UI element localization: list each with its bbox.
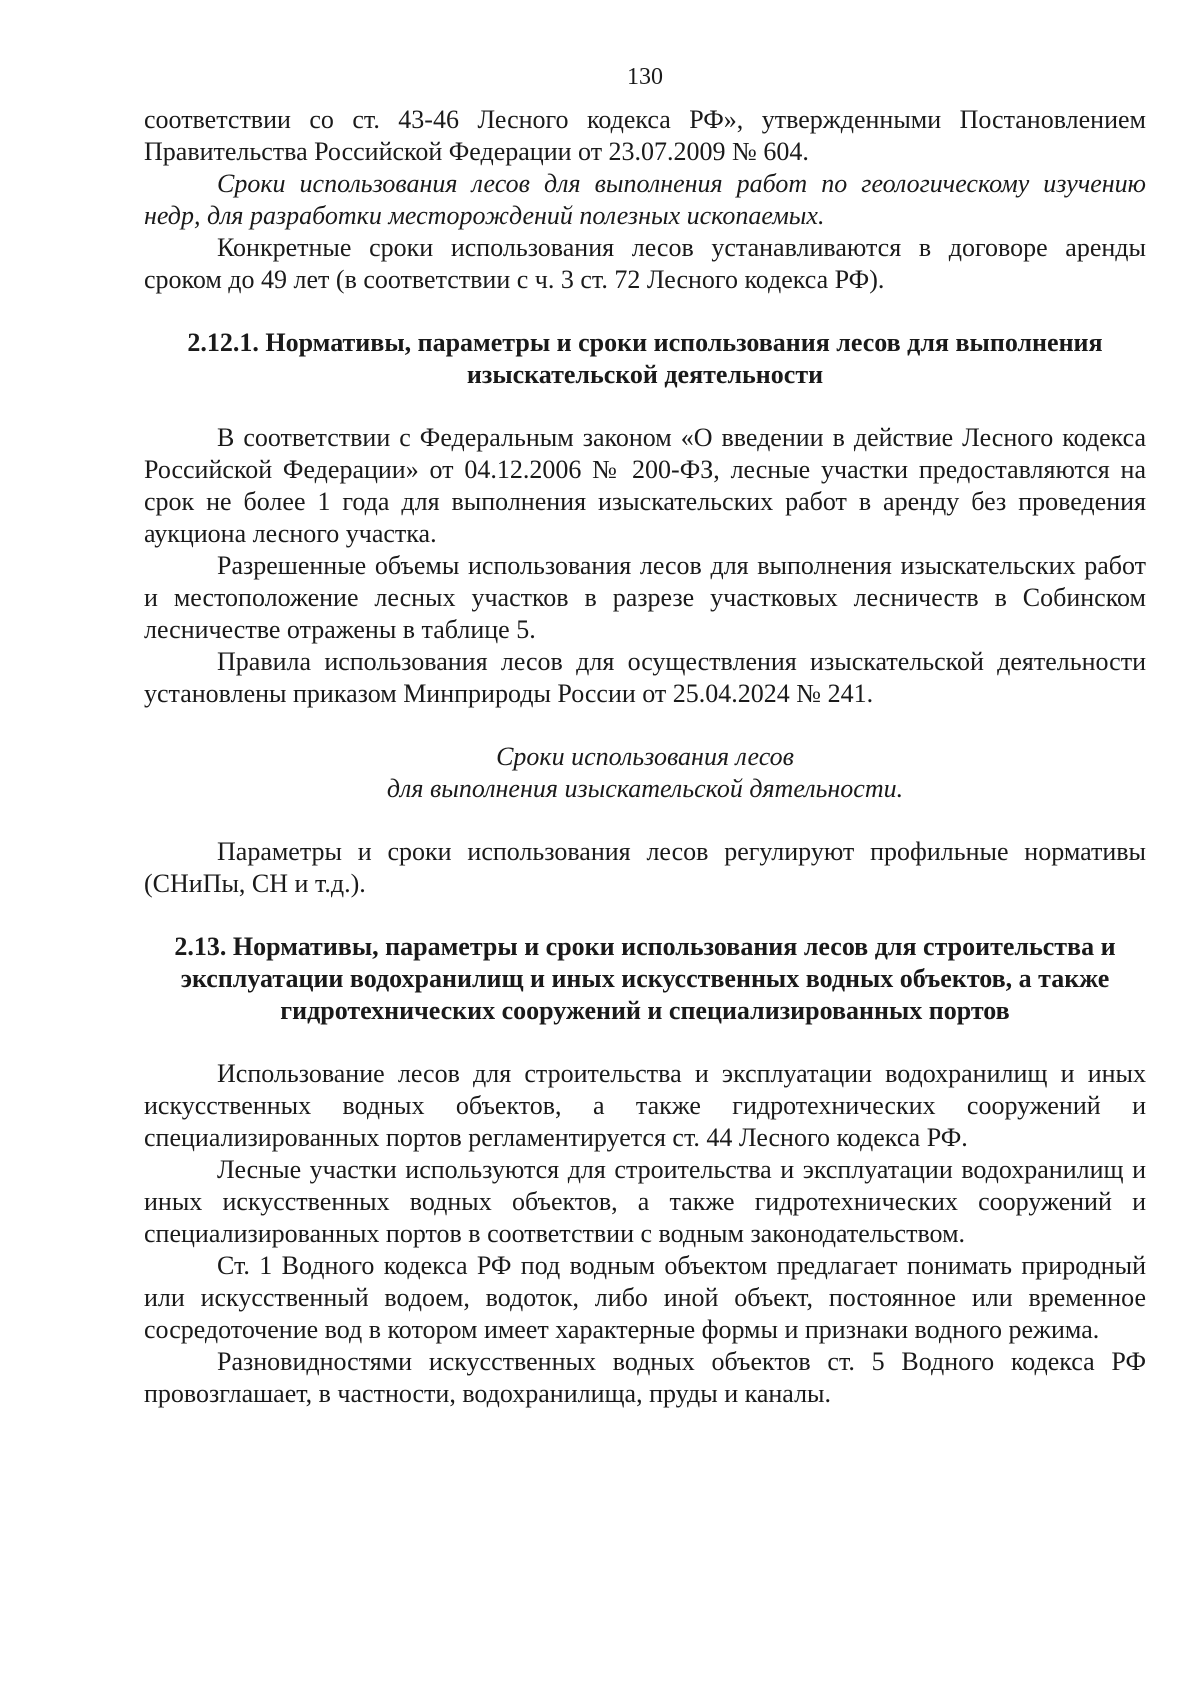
document-page [144, 62, 1146, 1410]
paragraph: Разновидностями искусственных водных объектов ст. 5 Водного кодекса РФ провозглашает, в частности, водохранилища, пруды и каналы. [144, 1347, 1146, 1408]
subheading-line: для выполнения изыскательской дятельности. [386, 774, 904, 803]
paragraph: Использование лесов для строительства и эксплуатации водохранилищ и иных искусственных водных объектов, а также гидротехнических сооружений и специализированных портов регламентируется ст. 44 Лесного кодекса РФ. [144, 1059, 1146, 1152]
page-number: 130 [627, 64, 663, 90]
italic-subheading [144, 741, 1146, 805]
paragraph: соответствии со ст. 43-46 Лесного кодекса РФ», утвержденными Постановлением Правительства Российской Федерации от 23.07.2009 № 604. [144, 105, 1146, 166]
italic-paragraph: Сроки использования лесов для выполнения работ по геологическому изучению недр, для разработки месторождений полезных ископаемых. [144, 169, 1146, 230]
section-heading-2-12-1: 2.12.1. Нормативы, параметры и сроки использования лесов для выполнения изыскательской деятельности [187, 328, 1103, 389]
subheading-line: Сроки использования лесов [496, 742, 794, 771]
paragraph: Конкретные сроки использования лесов устанавливаются в договоре аренды сроком до 49 лет (в соответствии с ч. 3 ст. 72 Лесного кодекса РФ). [144, 233, 1146, 294]
paragraph: В соответствии с Федеральным законом «О введении в действие Лесного кодекса Российской Федерации» от 04.12.2006 № 200-ФЗ, лесные участки предоставляются на срок не более 1 года для выполнения изыскательских работ в аренду без проведения аукциона лесного участка. [144, 423, 1146, 548]
section-heading-2-13: 2.13. Нормативы, параметры и сроки использования лесов для строительства и эксплуатации водохранилищ и иных искусственных водных объектов, а также гидротехнических сооружений и специализированных портов [174, 932, 1116, 1025]
paragraph: Параметры и сроки использования лесов регулируют профильные нормативы (СНиПы, СН и т.д.). [144, 837, 1146, 898]
paragraph: Разрешенные объемы использования лесов для выполнения изыскательских работ и местоположение лесных участков в разрезе участковых лесничеств в Собинском лесничестве отражены в таблице 5. [144, 551, 1146, 644]
paragraph: Лесные участки используются для строительства и эксплуатации водохранилищ и иных искусственных водных объектов, а также гидротехнических сооружений и специализированных портов в соответствии с водным законодательством. [144, 1155, 1146, 1248]
paragraph: Ст. 1 Водного кодекса РФ под водным объектом предлагает понимать природный или искусственный водоем, водоток, либо иной объект, постоянное или временное сосредоточение вод в котором имеет характерные формы и признаки водного режима. [144, 1251, 1146, 1344]
paragraph: Правила использования лесов для осуществления изыскательской деятельности установлены приказом Минприроды России от 25.04.2024 № 241. [144, 647, 1146, 708]
